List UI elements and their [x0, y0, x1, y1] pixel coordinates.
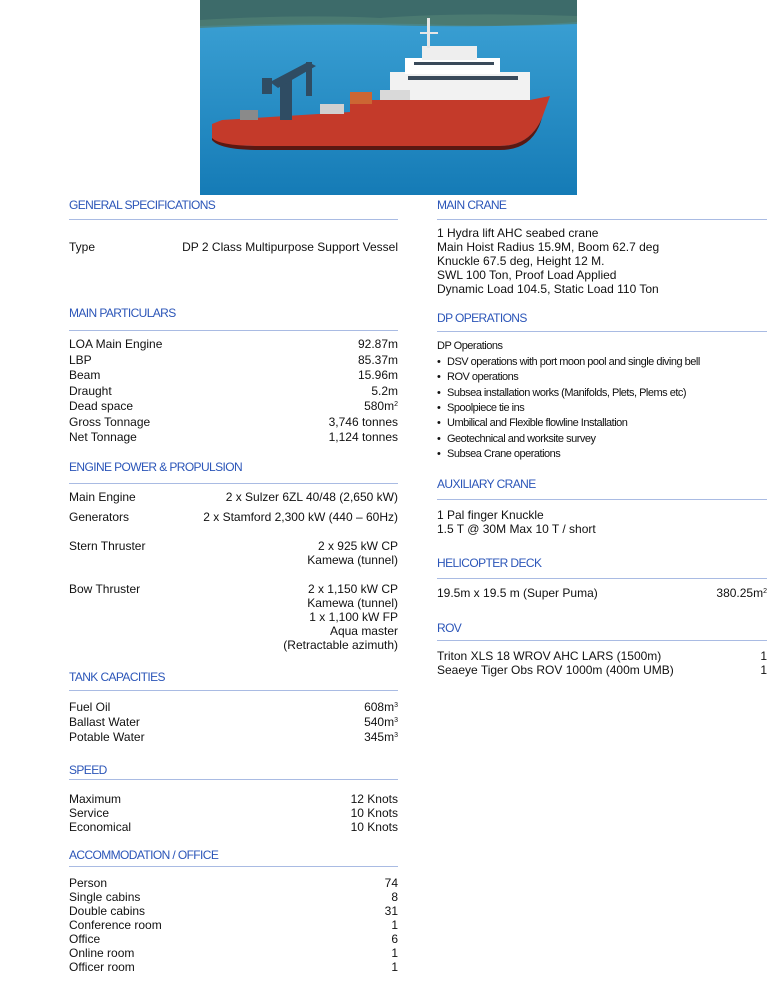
spec-label: Person: [69, 876, 108, 890]
spec-value: 85.37m: [357, 352, 398, 367]
spec-label: Stern Thruster: [69, 539, 146, 553]
rov-heading: ROV: [437, 621, 462, 635]
divider: [69, 330, 398, 331]
spec-label: Seaeye Tiger Obs ROV 1000m (400m UMB): [437, 663, 674, 677]
spec-value: $345m^3$: [364, 730, 398, 744]
spec-value: 2 x 925 kW CP: [317, 539, 398, 553]
accommodation-heading: ACCOMMODATION / OFFICE: [69, 848, 219, 862]
spec-label: Potable Water: [69, 730, 145, 744]
divider: [437, 219, 767, 220]
bullet-icon: •: [437, 401, 441, 414]
spec-value: Aqua master: [329, 624, 398, 638]
divider: [69, 483, 398, 484]
spec-value: 92.87m: [357, 337, 398, 351]
spec-value: 15.96m: [357, 368, 398, 382]
divider: [437, 640, 767, 641]
helicopter-deck-heading: HELICOPTER DECK: [437, 556, 542, 570]
bullet-icon: •: [437, 386, 441, 399]
bullet-icon: •: [437, 356, 441, 368]
spec-label: 19.5m x 19.5 m (Super Puma): [437, 586, 598, 600]
spec-value: DP 2 Class Multipurpose Support Vessel: [182, 240, 398, 254]
dp-operation-item: • Spoolpiece tie ins: [437, 401, 525, 414]
spec-label: Beam: [69, 368, 101, 382]
main-particulars-heading: MAIN PARTICULARS: [69, 306, 176, 320]
bullet-icon: •: [437, 417, 441, 430]
spec-value: 74: [384, 876, 398, 890]
spec-label: Triton XLS 18 WROV AHC LARS (1500m): [437, 649, 662, 663]
spec-value: 12 Knots: [350, 792, 398, 806]
spec-label: Economical: [69, 820, 132, 834]
divider: [69, 690, 398, 691]
spec-value: 10 Knots: [350, 806, 398, 820]
spec-label: Bow Thruster: [69, 582, 141, 596]
spec-label: Draught: [69, 383, 112, 398]
spec-label: Office: [69, 932, 101, 946]
spec-value: 1: [760, 649, 767, 663]
main-crane-line: Dynamic Load 104.5, Static Load 110 Ton: [437, 282, 659, 296]
spec-label: Fuel Oil: [69, 700, 111, 714]
aux-crane-line: 1.5 T @ 30M Max 10 T / short: [437, 522, 596, 536]
spec-value: 2 x 1,150 kW CP: [307, 582, 398, 596]
main-crane-line: Knuckle 67.5 deg, Height 12 M.: [437, 254, 605, 268]
spec-value: $580m^2$: [364, 399, 398, 413]
spec-label: Dead space: [69, 399, 134, 413]
spec-value: 1: [391, 946, 398, 960]
spec-value: Kamewa (tunnel): [307, 596, 398, 610]
spec-label: Net Tonnage: [69, 430, 137, 444]
tank-capacities-heading: TANK CAPACITIES: [69, 670, 165, 684]
dp-operation-item: • DSV operations with port moon pool and single diving bell: [437, 356, 700, 368]
spec-value: 5.2m: [371, 383, 398, 398]
general-specifications-heading: GENERAL SPECIFICATIONS: [69, 198, 216, 212]
spec-label: Single cabins: [69, 890, 141, 904]
spec-label: Conference room: [69, 918, 162, 932]
main-crane-line: 1 Hydra lift AHC seabed crane: [437, 226, 599, 240]
spec-value: (Retractable azimuth): [283, 638, 398, 652]
divider: [437, 499, 767, 500]
main-crane-heading: MAIN CRANE: [437, 198, 507, 212]
speed-heading: SPEED: [69, 763, 107, 777]
spec-label: Officer room: [69, 960, 135, 974]
divider: [69, 219, 398, 220]
spec-value: $380.25m^2$: [716, 586, 767, 600]
spec-value: $540m^3$: [364, 715, 398, 729]
auxiliary-crane-heading: AUXILIARY CRANE: [437, 477, 536, 491]
spec-value: 3,746 tonnes: [328, 414, 398, 429]
stern-thruster-values: [307, 539, 398, 567]
dp-operation-item: • Geotechnical and worksite survey: [437, 432, 596, 445]
engine-power-heading: ENGINE POWER & PROPULSION: [69, 460, 243, 474]
divider: [437, 578, 767, 579]
spec-value: 1: [391, 918, 398, 932]
spec-value: 31: [384, 904, 398, 918]
spec-label: Gross Tonnage: [69, 414, 151, 429]
spec-label: LOA Main Engine: [69, 337, 163, 351]
spec-value: 2 x Stamford 2,300 kW (440 – 60Hz): [203, 510, 398, 524]
spec-value: 1: [391, 960, 398, 974]
spec-value: 1: [760, 663, 767, 677]
bullet-icon: •: [437, 432, 441, 445]
spec-value: 2 x Sulzer 6ZL 40/48 (2,650 kW): [225, 490, 398, 504]
spec-label: Double cabins: [69, 904, 146, 918]
spec-label: Type: [69, 240, 96, 254]
spec-value: Kamewa (tunnel): [307, 553, 398, 567]
dp-operation-item: • Subsea Crane operations: [437, 447, 561, 460]
spec-value: $608m^3$: [364, 700, 398, 714]
spec-label: LBP: [69, 352, 92, 367]
divider: [437, 331, 767, 332]
spec-value: 6: [391, 932, 398, 946]
dp-operation-item: • Umbilical and Flexible flowline Installation: [437, 417, 628, 430]
bow-thruster-values: [283, 582, 398, 652]
main-crane-line: SWL 100 Ton, Proof Load Applied: [437, 268, 617, 282]
bullet-icon: •: [437, 371, 441, 384]
divider: [69, 866, 398, 867]
bullet-icon: •: [437, 447, 441, 460]
dp-subheading: DP Operations: [437, 340, 503, 352]
spec-value: 10 Knots: [350, 820, 398, 834]
dp-operation-item: • ROV operations: [437, 371, 519, 384]
divider: [69, 779, 398, 780]
spec-label: Online room: [69, 946, 135, 960]
spec-value: 1 x 1,100 kW FP: [309, 610, 398, 624]
main-crane-line: Main Hoist Radius 15.9M, Boom 62.7 deg: [437, 240, 660, 254]
dp-operation-item: • Subsea installation works (Manifolds, Plets, Plems etc): [437, 386, 687, 399]
spec-label: Maximum: [69, 792, 122, 806]
dp-operations-heading: DP OPERATIONS: [437, 311, 527, 325]
aux-crane-line: 1 Pal finger Knuckle: [437, 508, 544, 522]
ship-illustration: [200, 0, 577, 195]
spec-label: Service: [69, 806, 110, 820]
spec-label: Main Engine: [69, 490, 136, 504]
vessel-photo: [200, 0, 577, 195]
spec-label: Ballast Water: [69, 715, 140, 729]
spec-value: 1,124 tonnes: [328, 430, 398, 444]
spec-value: 8: [391, 890, 398, 904]
spec-label: Generators: [69, 510, 130, 524]
